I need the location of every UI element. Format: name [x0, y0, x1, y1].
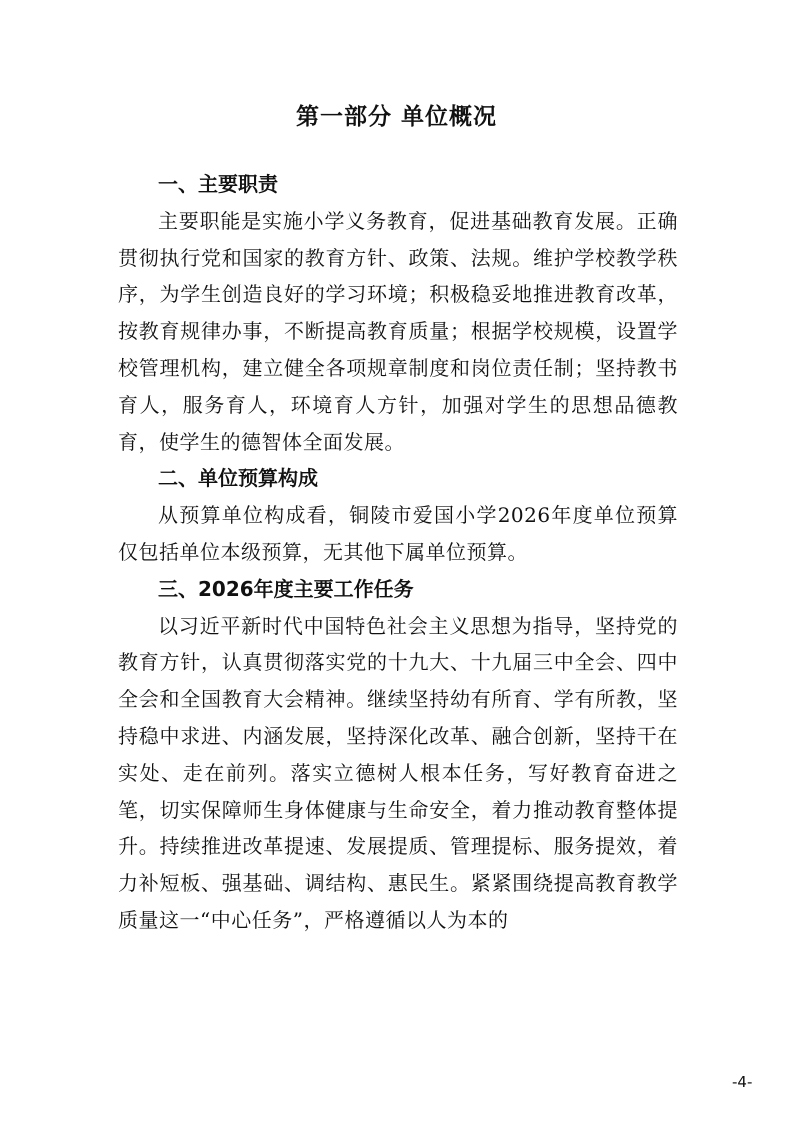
section-work-tasks [118, 571, 678, 939]
section-heading: 二、单位预算构成 [158, 466, 318, 491]
paragraph: 从预算单位构成看，铜陵市爱国小学2026年度单位预算仅包括单位本级预算，无其他下属单位预算。 [118, 503, 678, 564]
section-heading: 一、主要职责 [158, 172, 278, 196]
paragraph: 主要职能是实施小学义务教育，促进基础教育发展。正确贯彻执行党和国家的教育方针、政策、法规。维护学校教学秩序，为学生创造良好的学习环境；积极稳妥地推进教育改革，按教育规律办事，不断提高教育质量；根据学校规模，设置学校管理机构，建立健全各项规章制度和岗位责任制；坚持教书育人，服务育人，环境育人方针，加强对学生的思想品德教育，使学生的德智体全面发展。 [118, 208, 678, 454]
page-number: -4- [732, 1073, 753, 1091]
section-budget-structure [118, 460, 678, 570]
document-body [118, 166, 678, 939]
paragraph: 以习近平新时代中国特色社会主义思想为指导，坚持党的教育方针，认真贯彻落实党的十九大、十九届三中全会、四中全会和全国教育大会精神。继续坚持幼有所育、学有所教，坚持稳中求进、内涵发展，坚持深化改革、融合创新，坚持干在实处、走在前列。落实立德树人根本任务，写好教育奋进之笔，切实保障师生身体健康与生命安全，着力推动教育整体提升。持续推进改革提速、发展提质、管理提标、服务提效，着力补短板、强基础、调结构、惠民生。紧紧围绕提高教育教学质量这一“中心任务”，严格遵循以人为本的 [118, 613, 678, 932]
page-title: 第一部分 单位概况 [295, 104, 497, 130]
section-heading: 三、2026年度主要工作任务 [158, 576, 414, 601]
section-duties [118, 166, 678, 460]
